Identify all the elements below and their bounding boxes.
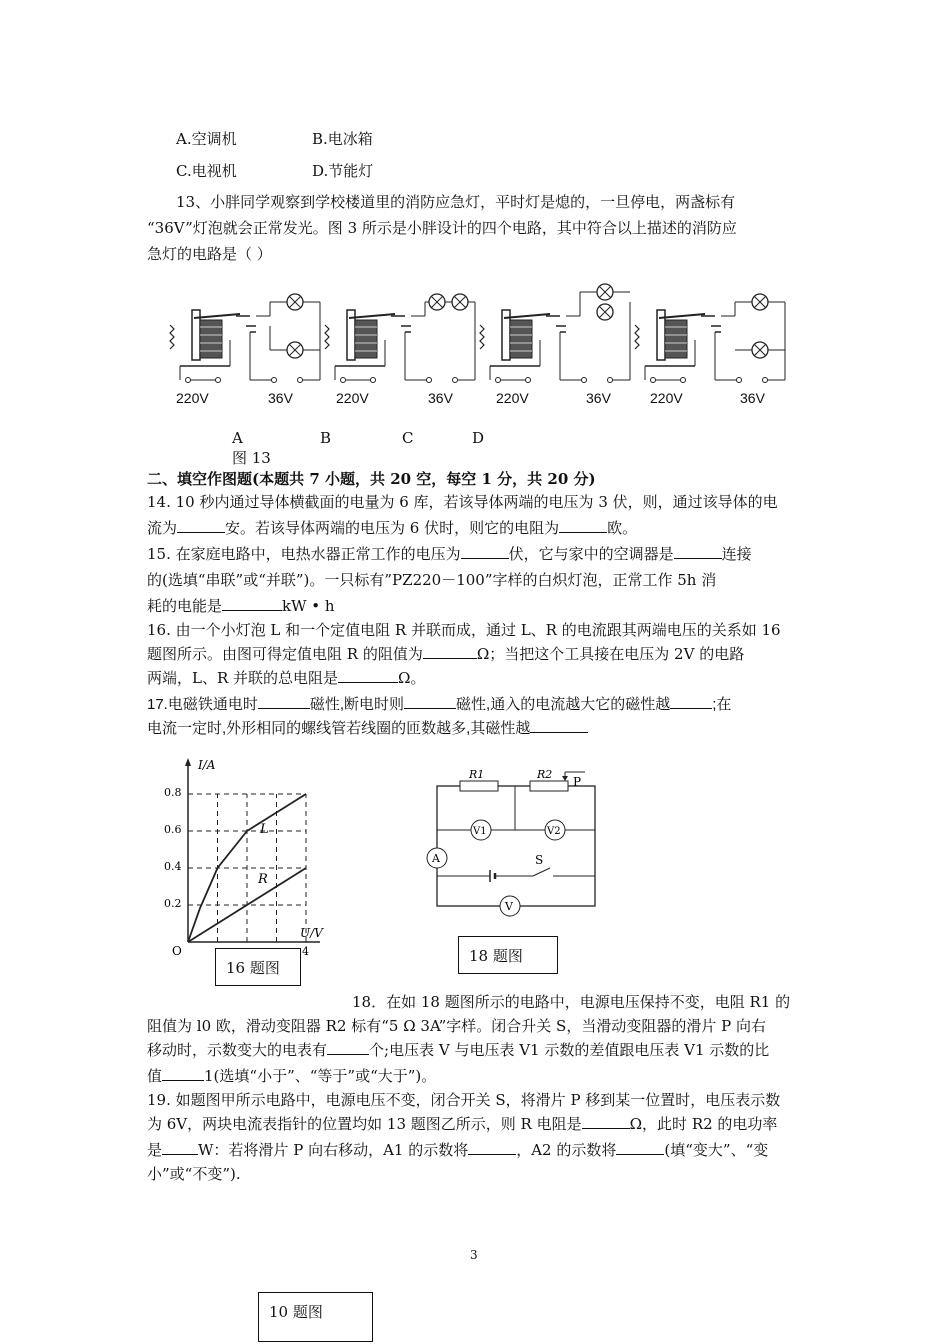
answer-blank[interactable] — [674, 544, 722, 559]
y-tick-0.4: 0.4 — [164, 860, 182, 873]
choice-c: C — [402, 429, 414, 447]
answer-blank[interactable] — [177, 518, 225, 533]
figure-13-caption: 图 13 — [232, 449, 271, 467]
answer-blank[interactable] — [423, 644, 477, 659]
fig18-caption-box: 18 题图 — [458, 936, 558, 974]
q18-line2: 阻值为 l0 欧，滑动变阻器 R2 标有“5 Ω 3A”字样。闭合升关 S，当滑动变阻器的滑片 P 向右 — [147, 1017, 766, 1035]
answer-blank[interactable] — [258, 694, 310, 709]
answer-blank[interactable] — [461, 544, 509, 559]
switch-label: S — [535, 853, 544, 867]
q17-line2: 电流一定时,外形相同的螺线管若线圈的匝数越多,其磁性越 — [147, 718, 588, 739]
r2-label: R2 — [537, 770, 553, 781]
answer-blank[interactable] — [404, 694, 456, 709]
voltage-label-220v-d: 220V — [650, 390, 683, 406]
q18-line1: 18．在如 18 题图所示的电路中，电源电压保持不变，电阻 R1 的 — [352, 993, 791, 1011]
q13-circuits — [160, 280, 810, 410]
q16-line1: 16. 由一个小灯泡 L 和一个定值电阻 R 并联而成，通过 L、R 的电流跟其两端电压的关系如 16 — [147, 621, 781, 639]
fig16-caption-box: 16 题图 — [215, 948, 301, 986]
answer-blank[interactable] — [162, 1066, 204, 1081]
v2-label: V2 — [547, 826, 561, 837]
answer-blank[interactable] — [468, 1140, 516, 1155]
answer-blank[interactable] — [338, 668, 398, 683]
circuit-18 — [415, 770, 615, 920]
x-unit: U/V — [300, 926, 323, 940]
q19-line3: 是 W：若将滑片 P 向右移动，A1 的示数将 ，A2 的示数将 (填“变大”、“变 — [147, 1141, 769, 1159]
q15-line1: 15. 在家庭电路中，电热水器正常工作的电压为 伏，它与家中的空调器是 连接 — [147, 545, 752, 563]
answer-blank[interactable] — [559, 518, 607, 533]
q19-line1: 19. 如题图甲所示电路中，电源电压不变，闭合开关 S，将滑片 P 移到某一位置时，电压表示数 — [147, 1091, 781, 1109]
choice-a: A — [232, 429, 243, 447]
origin-label: O — [172, 944, 182, 958]
x-tick-4: 4 — [302, 945, 309, 958]
option-c: C.电视机 — [176, 162, 237, 180]
y-tick-0.6: 0.6 — [164, 823, 182, 836]
q18-line3: 移动时，示数变大的电表有 个;电压表 V 与电压表 V1 示数的差值跟电压表 V1 示数的比 — [147, 1041, 770, 1059]
q18-line4: 值 1(选填“小于”、“等于”或“大于”)。 — [147, 1067, 437, 1085]
option-a: A.空调机 — [176, 130, 237, 148]
voltage-label-36v-a: 36V — [268, 390, 293, 406]
voltage-label-220v-b: 220V — [336, 390, 369, 406]
q13-line1: 13、小胖同学观察到学校楼道里的消防应急灯，平时灯是熄的，一旦停电，两盏标有 — [176, 193, 736, 211]
q16-line3: 两端，L、R 并联的总电阻是 Ω。 — [147, 669, 426, 687]
voltage-label-36v-c: 36V — [586, 390, 611, 406]
q13-line3: 急灯的电路是（ ） — [147, 245, 272, 263]
voltage-label-36v-b: 36V — [428, 390, 453, 406]
section-2-title: 二、填空作图题(本题共 7 小题，共 20 空，每空 1 分，共 20 分) — [147, 470, 596, 488]
q16-line2: 题图所示。由图可得定值电阻 R 的阻值为 Ω；当把这个工具接在电压为 2V 的电路 — [147, 645, 745, 663]
p-label: P — [573, 775, 582, 789]
option-d: D.节能灯 — [312, 162, 374, 180]
v1-label: V1 — [473, 826, 487, 837]
q14-line1: 14. 10 秒内通过导体横截面的电量为 6 库，若该导体两端的电压为 3 伏，则，通过该导体的电 — [147, 493, 778, 511]
y-axis-arrow — [185, 758, 191, 766]
r1-label: R1 — [469, 770, 485, 781]
choice-b: B — [320, 429, 332, 447]
y-tick-0.2: 0.2 — [164, 897, 182, 910]
voltage-label-220v-a: 220V — [176, 390, 209, 406]
y-unit: I/A — [198, 758, 216, 772]
q15-line2: 的(选填“串联”或“并联”)。一只标有”PZ220－100”字样的白炽灯泡，正常工作 5h 消 — [147, 571, 717, 589]
answer-blank[interactable] — [670, 694, 712, 709]
answer-blank[interactable] — [616, 1140, 664, 1155]
voltmeter-label: V — [505, 900, 513, 913]
q19-line2: 为 6V，两块电流表指针的位置均如 13 题图乙所示，则 R 电阻是 Ω，此时 R2 的电功率 — [147, 1115, 778, 1133]
series-r-label: R — [258, 872, 268, 887]
option-b: B.电冰箱 — [312, 130, 373, 148]
q15-line3: 耗的电能是 kW • h — [147, 597, 335, 615]
series-l-label: L — [260, 822, 269, 837]
q14-line2: 流为 安。若该导体两端的电压为 6 伏时，则它的电阻为 欧。 — [147, 519, 638, 537]
page-number: 3 — [470, 1248, 478, 1262]
choice-d: D — [472, 429, 485, 447]
ammeter-label: A — [432, 852, 440, 865]
answer-blank[interactable] — [582, 1114, 630, 1129]
y-tick-0.8: 0.8 — [164, 786, 182, 799]
q13-line2: “36V”灯泡就会正常发光。图 3 所示是小胖设计的四个电路，其中符合以上描述的消防应 — [147, 219, 737, 237]
fig10-caption-box: 10 题图 — [258, 1292, 373, 1342]
q17-line1: 17.电磁铁通电时 磁性,断电时则 磁性,通入的电流越大它的磁性越 ;在 — [147, 696, 732, 713]
answer-blank[interactable] — [162, 1140, 198, 1155]
answer-blank[interactable] — [327, 1040, 369, 1055]
voltage-label-36v-d: 36V — [740, 390, 765, 406]
answer-blank[interactable] — [222, 596, 282, 611]
q19-line4: 小”或“不变”). — [147, 1165, 241, 1183]
chart16-grid — [188, 794, 306, 942]
voltage-label-220v-c: 220V — [496, 390, 529, 406]
answer-blank[interactable] — [530, 718, 588, 733]
